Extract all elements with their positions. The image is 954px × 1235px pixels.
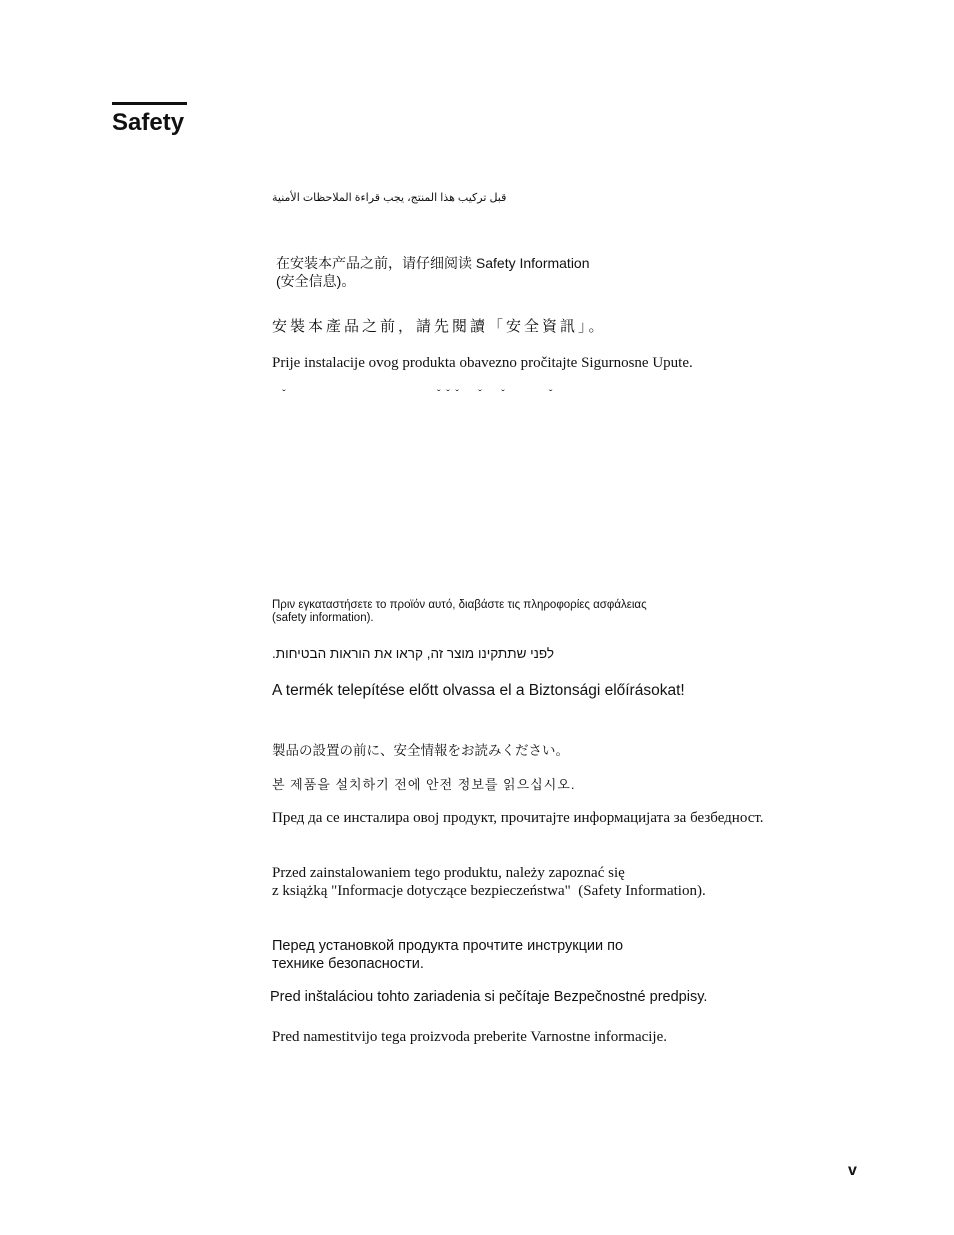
- statement-japanese: 製品の設置の前に、安全情報をお読みください。: [272, 743, 569, 758]
- statement-polish-2: z książką "Informacje dotyczące bezpieczeństwa" (Safety Information).: [272, 883, 706, 899]
- statement-hungarian: A termék telepítése előtt olvassa el a Biztonsági előírásokat!: [272, 682, 685, 699]
- statement-slovenian: Pred namestitvijo tega proizvoda preberite Varnostne informacije.: [272, 1029, 668, 1045]
- statement-chinese-simplified-2: (安全信息)。: [276, 273, 356, 289]
- statement-polish-1: Przed zainstalowaniem tego produktu, należy zapoznać się: [272, 865, 625, 881]
- statement-korean: 본 제품을 설치하기 전에 안전 정보를 읽으십시오.: [272, 777, 576, 792]
- heading-rule: [112, 102, 187, 105]
- page-number: v: [848, 1162, 857, 1179]
- statement-arabic: قبل تركيب هذا المنتج، يجب قراءة الملاحظات الأمنية: [272, 192, 507, 204]
- statement-greek-1: Πριν εγκαταστήσετε το προϊόν αυτό, διαβάστε τις πληροφορίες ασφάλειας: [272, 599, 647, 611]
- statement-greek-2: (safety information).: [272, 612, 374, 624]
- statement-chinese-simplified-1: 在安装本产品之前，请仔细阅读 Safety Information: [276, 255, 590, 271]
- statement-chinese-traditional: 安裝本產品之前，請先閱讀「安全資訊」。: [272, 319, 607, 335]
- page-title: Safety: [112, 109, 185, 136]
- statement-czech: ˇ ˇ ˇ ˇ ˇ ˇ ˇ: [282, 388, 553, 400]
- statement-russian-1: Перед установкой продукта прочтите инструкции по: [272, 938, 624, 954]
- statement-hebrew: לפני שתתקינו מוצר זה, קראו את הוראות הבטיחות.: [272, 646, 555, 661]
- statement-russian-2: технике безопасности.: [272, 956, 424, 972]
- statement-macedonian: Пред да се инсталира овој продукт, прочитајте информацијата за безбедност.: [272, 810, 764, 826]
- statement-croatian: Prije instalacije ovog produkta obavezno pročitajte Sigurnosne Upute.: [272, 355, 693, 371]
- statement-slovak: Pred inštaláciou tohto zariadenia si pečítaje Bezpečnostné predpisy.: [270, 989, 708, 1005]
